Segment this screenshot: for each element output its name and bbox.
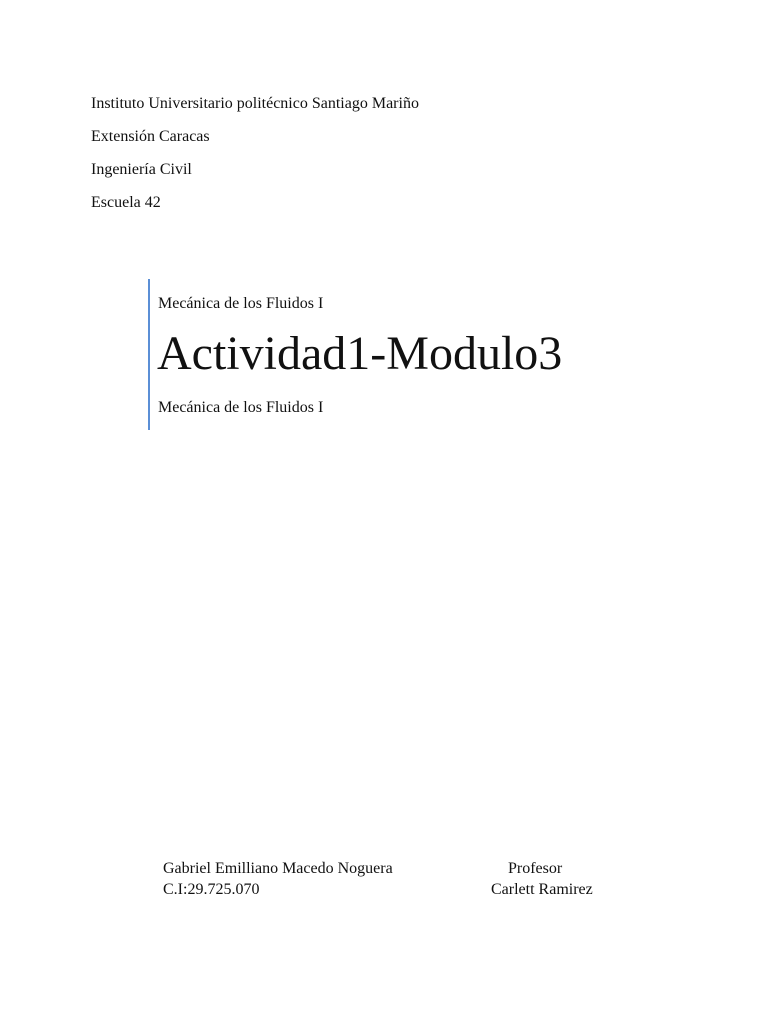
document-title: Actividad1-Modulo3 [157, 327, 563, 380]
title-accent-bar [148, 279, 150, 430]
subject-label-bottom: Mecánica de los Fluidos I [158, 399, 324, 416]
school-number: Escuela 42 [91, 194, 161, 211]
subject-label-top: Mecánica de los Fluidos I [158, 295, 324, 312]
professor-label: Profesor [508, 860, 563, 877]
institution-name: Instituto Universitario politécnico Santiago Mariño [91, 95, 419, 112]
professor-name: Carlett Ramirez [491, 881, 593, 898]
career-name: Ingeniería Civil [91, 161, 192, 178]
student-id: C.I:29.725.070 [163, 881, 260, 898]
student-name: Gabriel Emilliano Macedo Noguera [163, 860, 393, 877]
campus-extension: Extensión Caracas [91, 128, 210, 145]
